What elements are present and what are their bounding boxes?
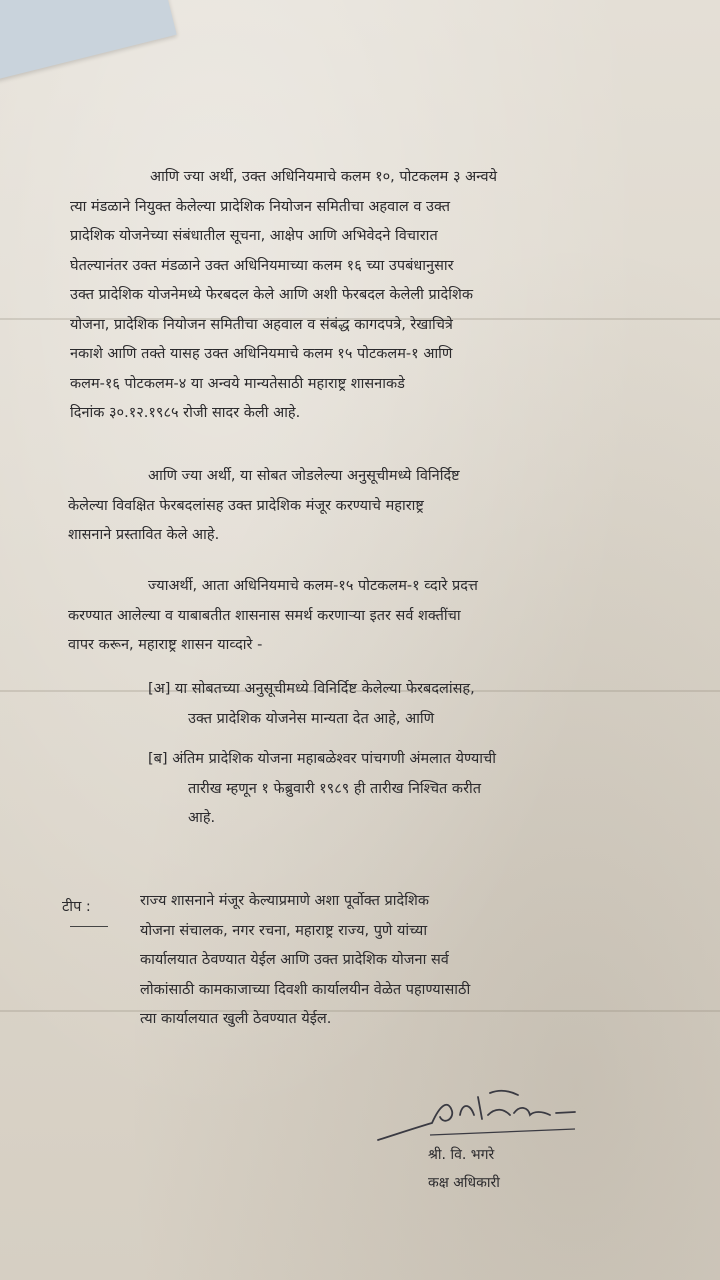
text-line: योजना, प्रादेशिक नियोजन समितीचा अहवाल व संबंद्ध कागदपत्रे, रेखाचित्रे — [70, 316, 453, 333]
text-line: आहे. — [188, 810, 216, 826]
text-line: आणि ज्या अर्थी, उक्त अधिनियमाचे कलम १०, पोटकलम ३ अन्वये — [150, 169, 497, 185]
text-line: कार्यालयात ठेवण्यात येईल आणि उक्त प्रादेशिक योजना सर्व — [140, 952, 449, 968]
note-underline — [70, 926, 108, 927]
text-line: प्रादेशिक योजनेच्या संबंधातील सूचना, आक्षेप आणि अभिवेदने विचारात — [70, 228, 438, 244]
text-line: कलम-१६ पोटकलम-४ या अन्वये मान्यतेसाठी महाराष्ट्र शासनाकडे — [70, 375, 405, 392]
text-line: नकाशे आणि तक्ते यासह उक्त अधिनियमाचे कलम १५ पोटकलम-१ आणि — [70, 346, 453, 362]
corner-paper-clip — [0, 0, 177, 83]
text-line: त्या मंडळाने नियुक्त केलेल्या प्रादेशिक नियोजन समितीचा अहवाल व उक्त — [70, 198, 451, 215]
paragraph-2 — [68, 462, 460, 551]
signatory-title: कक्ष अधिकारी — [428, 1175, 500, 1191]
text-line: शासनाने प्रस्तावित केले आहे. — [68, 527, 220, 543]
text-line: ज्याअर्थी, आता अधिनियमाचे कलम-१५ पोटकलम-१ व्दारे प्रदत्त — [148, 578, 478, 594]
note-text — [140, 887, 470, 1035]
signature-block — [370, 1085, 590, 1195]
list-item-a — [148, 675, 475, 734]
text-line: लोकांसाठी कामकाजाच्या दिवशी कार्यालयीन वेळेत पहाण्यासाठी — [140, 981, 471, 998]
text-line: राज्य शासनाने मंजूर केल्याप्रमाणे अशा पूर्वोक्त प्रादेशिक — [140, 893, 430, 909]
text-line: त्या कार्यालयात खुली ठेवण्यात येईल. — [140, 1011, 332, 1027]
text-line: योजना संचालक, नगर रचना, महाराष्ट्र राज्य, पुणे यांच्या — [140, 922, 428, 939]
text-line: [ब] अंतिम प्रादेशिक योजना महाबळेश्वर पांचगणी अंमलात येण्याची — [148, 751, 497, 767]
text-line: उक्त प्रादेशिक योजनेस मान्यता देत आहे, आणि — [188, 710, 435, 727]
text-line: [अ] या सोबतच्या अनुसूचीमध्ये विनिर्दिष्ट केलेल्या फेरबदलांसह, — [148, 681, 475, 697]
note-label: टीप : — [62, 899, 91, 915]
text-line: दिनांक ३०.१२.१९८५ रोजी सादर केली आहे. — [70, 405, 301, 421]
text-line: तारीख म्हणून १ फेब्रुवारी १९८९ ही तारीख निश्चित करीत — [188, 780, 482, 797]
paragraph-3 — [68, 572, 478, 661]
handwritten-signature — [370, 1085, 590, 1145]
list-item-b — [148, 745, 496, 834]
text-line: केलेल्या विवक्षित फेरबदलांसह उक्त प्रादेशिक मंजूर करण्याचे महाराष्ट्र — [68, 497, 424, 514]
text-line: वापर करून, महाराष्ट्र शासन याव्दारे - — [68, 637, 263, 653]
paragraph-1 — [70, 163, 497, 429]
signatory-name: श्री. वि. भगरे — [428, 1147, 495, 1163]
text-line: घेतल्यानंतर उक्त मंडळाने उक्त अधिनियमाच्या कलम १६ च्या उपबंधानुसार — [70, 257, 454, 274]
text-line: आणि ज्या अर्थी, या सोबत जोडलेल्या अनुसूचीमध्ये विनिर्दिष्ट — [148, 468, 460, 484]
text-line: करण्यात आलेल्या व याबाबतीत शासनास समर्थ करणाऱ्या इतर सर्व शक्तींचा — [68, 607, 461, 624]
text-line: उक्त प्रादेशिक योजनेमध्ये फेरबदल केले आणि अशी फेरबदल केलेली प्रादेशिक — [70, 287, 473, 303]
